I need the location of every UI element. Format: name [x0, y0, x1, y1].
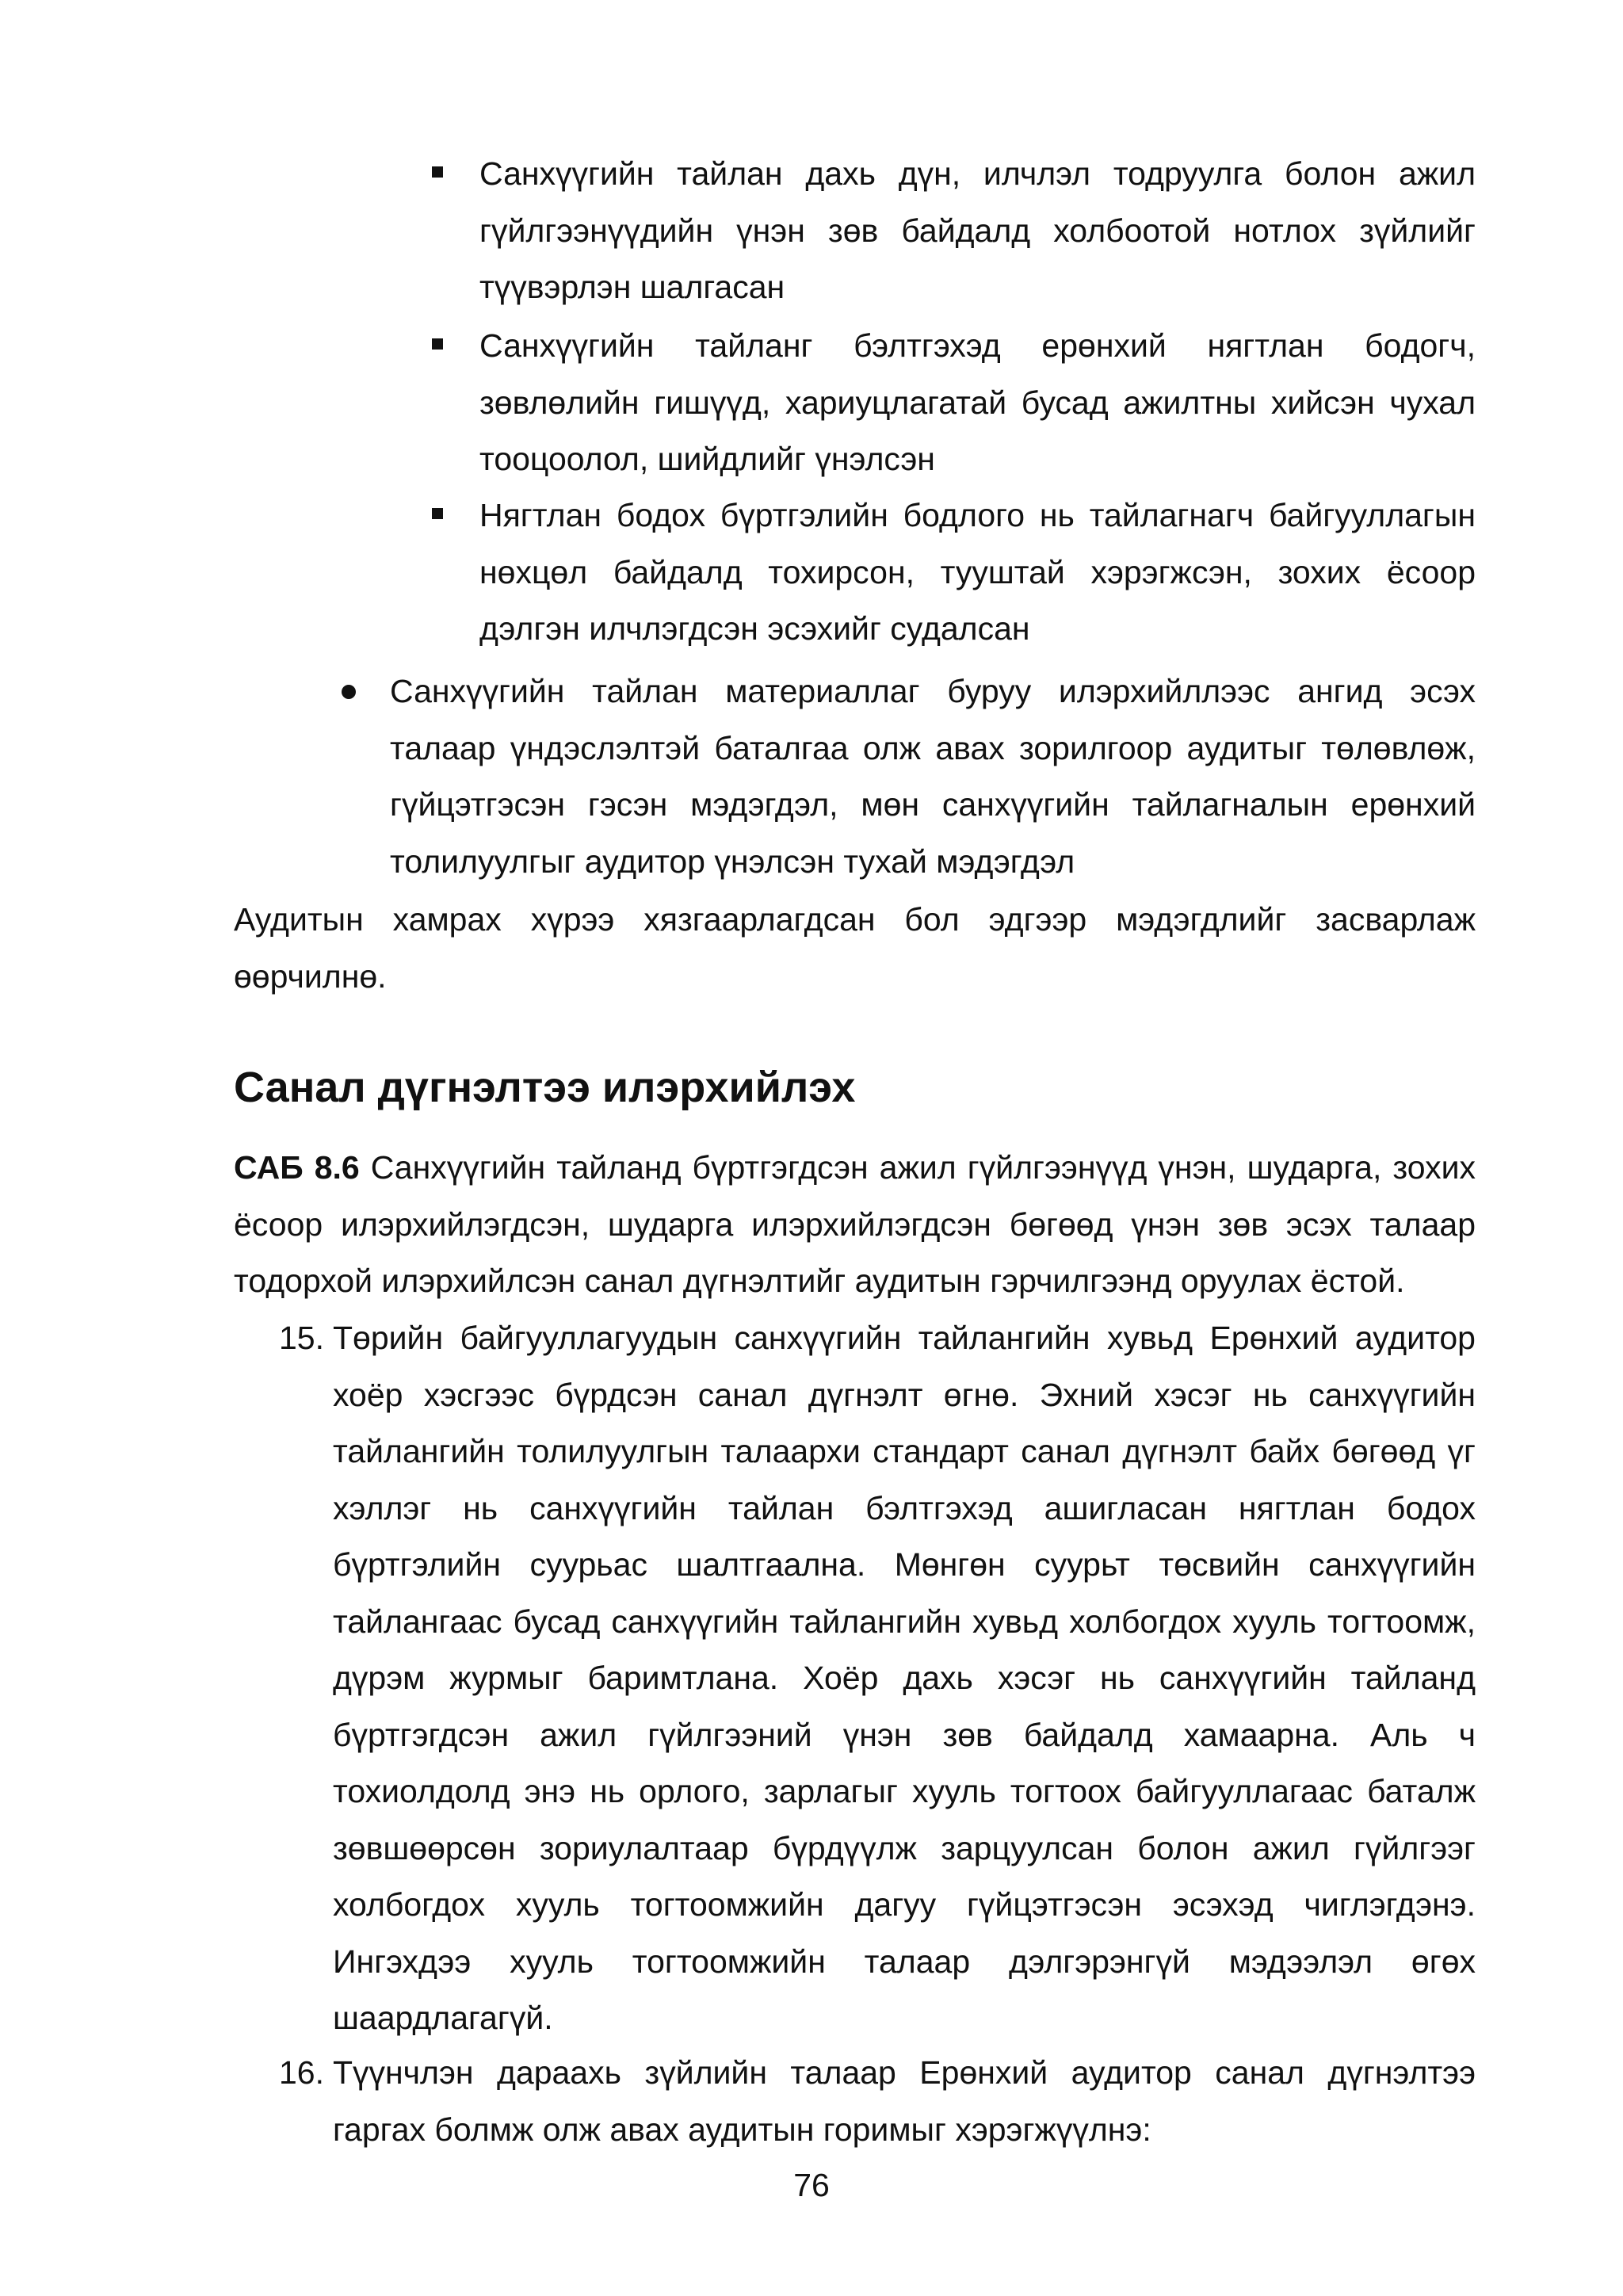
scope-paragraph: Аудитын хамрах хүрээ хязгаарлагдсан бол эдгээр мэдэгдлийг засварлаж өөрчилнө. — [234, 901, 1476, 995]
item-number: 16. — [279, 2054, 324, 2091]
square-bullet-icon — [432, 508, 443, 519]
sub-bullet-item: Нягтлан бодох бүртгэлийн бодлого нь тайлагнагч байгууллагын нөхцөл байдалд тохирсон, тууштай хэрэгжсэн, зохих ёсоор дэлгэн илчлэгдсэн эсэхийг судалсан — [479, 497, 1476, 647]
numbered-item: Түүнчлэн дараахь зүйлийн талаар Ерөнхий аудитор санал дүгнэлтээ гаргах болмж олж авах аудитын горимыг хэрэгжүүлнэ: — [333, 2054, 1476, 2148]
section-heading: Санал дүгнэлтээ илэрхийлэх — [234, 1064, 856, 1111]
round-bullet-icon — [342, 685, 356, 699]
square-bullet-icon — [432, 338, 443, 350]
sub-bullet-item: Санхүүгийн тайланг бэлтгэхэд ерөнхий нягтлан бодогч, зөвлөлийн гишүүд, хариуцлагатай бусад ажилтны хийсэн чухал тооцоолол, шийдлийг үнэлсэн — [479, 327, 1476, 477]
standard-code: САБ 8.6 — [234, 1149, 360, 1186]
item-number: 15. — [279, 1320, 324, 1356]
standard-text: Санхүүгийн тайланд бүртгэгдсэн ажил гүйлгээнүүд үнэн, шударга, зохих ёсоор илэрхийлэгдсэн, шударга илэрхийлэгдсэн бөгөөд үнэн зөв эсэх талаар тодорхой илэрхийлсэн санал дүгнэлтийг аудитын гэрчилгээнд оруулах ёстой. — [234, 1149, 1476, 1299]
standard-paragraph — [234, 1140, 1476, 1310]
square-bullet-icon — [432, 166, 443, 178]
sub-bullet-item: Санхүүгийн тайлан дахь дүн, илчлэл тодруулга болон ажил гүйлгээнүүдийн үнэн зөв байдалд холбоотой нотлох зүйлийг түүвэрлэн шалгасан — [479, 155, 1476, 305]
bullet-item: Санхүүгийн тайлан материаллаг буруу илэрхийллээс ангид эсэх талаар үндэслэлтэй баталгаа олж авах зорилгоор аудитыг төлөвлөж, гүйцэтгэсэн гэсэн мэдэгдэл, мөн санхүүгийн тайлагналын ерөнхий толилуулгыг аудитор үнэлсэн тухай мэдэгдэл — [390, 673, 1476, 880]
numbered-item: Төрийн байгууллагуудын санхүүгийн тайлангийн хувьд Ерөнхий аудитор хоёр хэсгээс бүрдсэн санал дүгнэлт өгнө. Эхний хэсэг нь санхүүгийн тайлангийн толилуулгын талаархи стандарт санал дүгнэлт байх бөгөөд үг хэллэг нь санхүүгийн тайлан бэлтгэхэд ашигласан нягтлан бодох бүртгэлийн суурьас шалтгаална. Мөнгөн суурьт төсвийн санхүүгийн тайлангаас бусад санхүүгийн тайлангийн хувьд холбогдох хууль тогтоомж, дүрэм журмыг баримтлана. Хоёр дахь хэсэг нь санхүүгийн тайланд бүртгэгдсэн ажил гүйлгээний үнэн зөв байдалд хамаарна. Аль ч тохиолдолд энэ нь орлого, зарлагыг хууль тогтоох байгууллагаас баталж зөвшөөрсөн зориулалтаар бүрдүүлж зарцуулсан болон ажил гүйлгээг холбогдох хууль тогтоомжийн дагуу гүйцэтгэсэн эсэхэд чиглэгдэнэ. Ингэхдээ хууль тогтоомжийн талаар дэлгэрэнгүй мэдээлэл өгөх шаардлагагүй. — [333, 1320, 1476, 2036]
page-number: 76 — [793, 2167, 830, 2203]
